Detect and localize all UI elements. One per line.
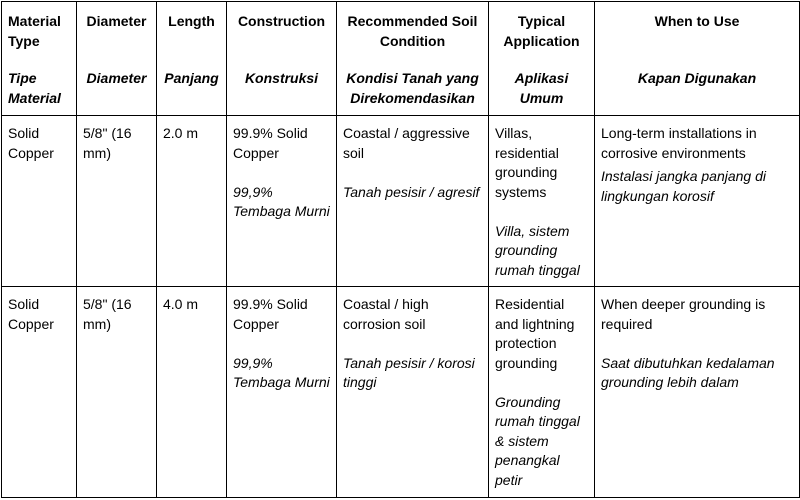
header-material-type: [2, 2, 77, 116]
table-header-row: [2, 2, 800, 116]
table-row: [2, 116, 800, 287]
header-id-label: Konstruksi: [244, 70, 319, 86]
cell-en-text: 99.9% Solid Copper: [233, 125, 308, 161]
header-id-label: Diameter: [86, 70, 147, 86]
header-diameter: [77, 2, 157, 116]
cell-en-text: Coastal / high corrosion soil: [343, 296, 429, 332]
header-en-label: Material Type: [8, 13, 61, 49]
cell-length: 4.0 m: [157, 287, 227, 498]
cell-length: 2.0 m: [157, 116, 227, 287]
cell-id-text: Saat dibutuhkan kedalaman grounding lebih dalam: [601, 354, 775, 390]
header-id-label: Aplikasi Umum: [514, 70, 569, 106]
cell-id-text: Grounding rumah tinggal & sistem penangkal petir: [495, 393, 580, 488]
cell-id-text: Instalasi jangka panjang di lingkungan korosif: [601, 168, 767, 204]
header-recommended-soil: [337, 2, 489, 116]
table-row: [2, 287, 800, 498]
cell-en-text: Villas, residential grounding systems: [495, 125, 559, 200]
header-id-label: Kapan Digunakan: [637, 70, 757, 86]
cell-when-to-use: [595, 287, 800, 498]
cell-construction: [227, 287, 337, 498]
cell-soil: [337, 116, 489, 287]
header-en-label: Recommended Soil Condition: [347, 13, 478, 49]
header-id-label: Tipe Material: [8, 70, 61, 106]
cell-en-text: When deeper grounding is required: [601, 296, 766, 332]
cell-en-text: Residential and lightning protection grounding: [495, 296, 575, 371]
header-length: [157, 2, 227, 116]
cell-id-text: 99,9% Tembaga Murni: [233, 354, 330, 390]
cell-diameter: 5/8" (16 mm): [77, 287, 157, 498]
cell-id-text: Tanah pesisir / korosi tinggi: [343, 354, 475, 390]
cell-en-text: Long-term installations in corrosive environments: [601, 125, 757, 161]
cell-soil: [337, 287, 489, 498]
header-en-label: When to Use: [654, 13, 740, 29]
cell-material: Solid Copper: [2, 287, 77, 498]
cell-application: [489, 287, 595, 498]
cell-id-text: 99,9% Tembaga Murni: [233, 183, 330, 219]
header-en-label: Typical Application: [503, 13, 580, 49]
header-en-label: Length: [168, 13, 215, 29]
header-en-label: Diameter: [86, 13, 147, 29]
grounding-rod-spec-table: [1, 1, 800, 498]
cell-material: Solid Copper: [2, 116, 77, 287]
header-id-label: Kondisi Tanah yang Direkomendasikan: [346, 70, 479, 106]
header-en-label: Construction: [237, 13, 326, 29]
cell-when-to-use: [595, 116, 800, 287]
header-construction: [227, 2, 337, 116]
cell-diameter: 5/8" (16 mm): [77, 116, 157, 287]
cell-application: [489, 116, 595, 287]
cell-id-text: Tanah pesisir / agresif: [343, 183, 480, 200]
cell-en-text: Coastal / aggressive soil: [343, 125, 470, 161]
cell-en-text: 99.9% Solid Copper: [233, 296, 308, 332]
header-when-to-use: [595, 2, 800, 116]
cell-id-text: Villa, sistem grounding rumah tinggal: [495, 222, 580, 278]
header-id-label: Panjang: [164, 70, 219, 86]
header-typical-application: [489, 2, 595, 116]
cell-construction: [227, 116, 337, 287]
